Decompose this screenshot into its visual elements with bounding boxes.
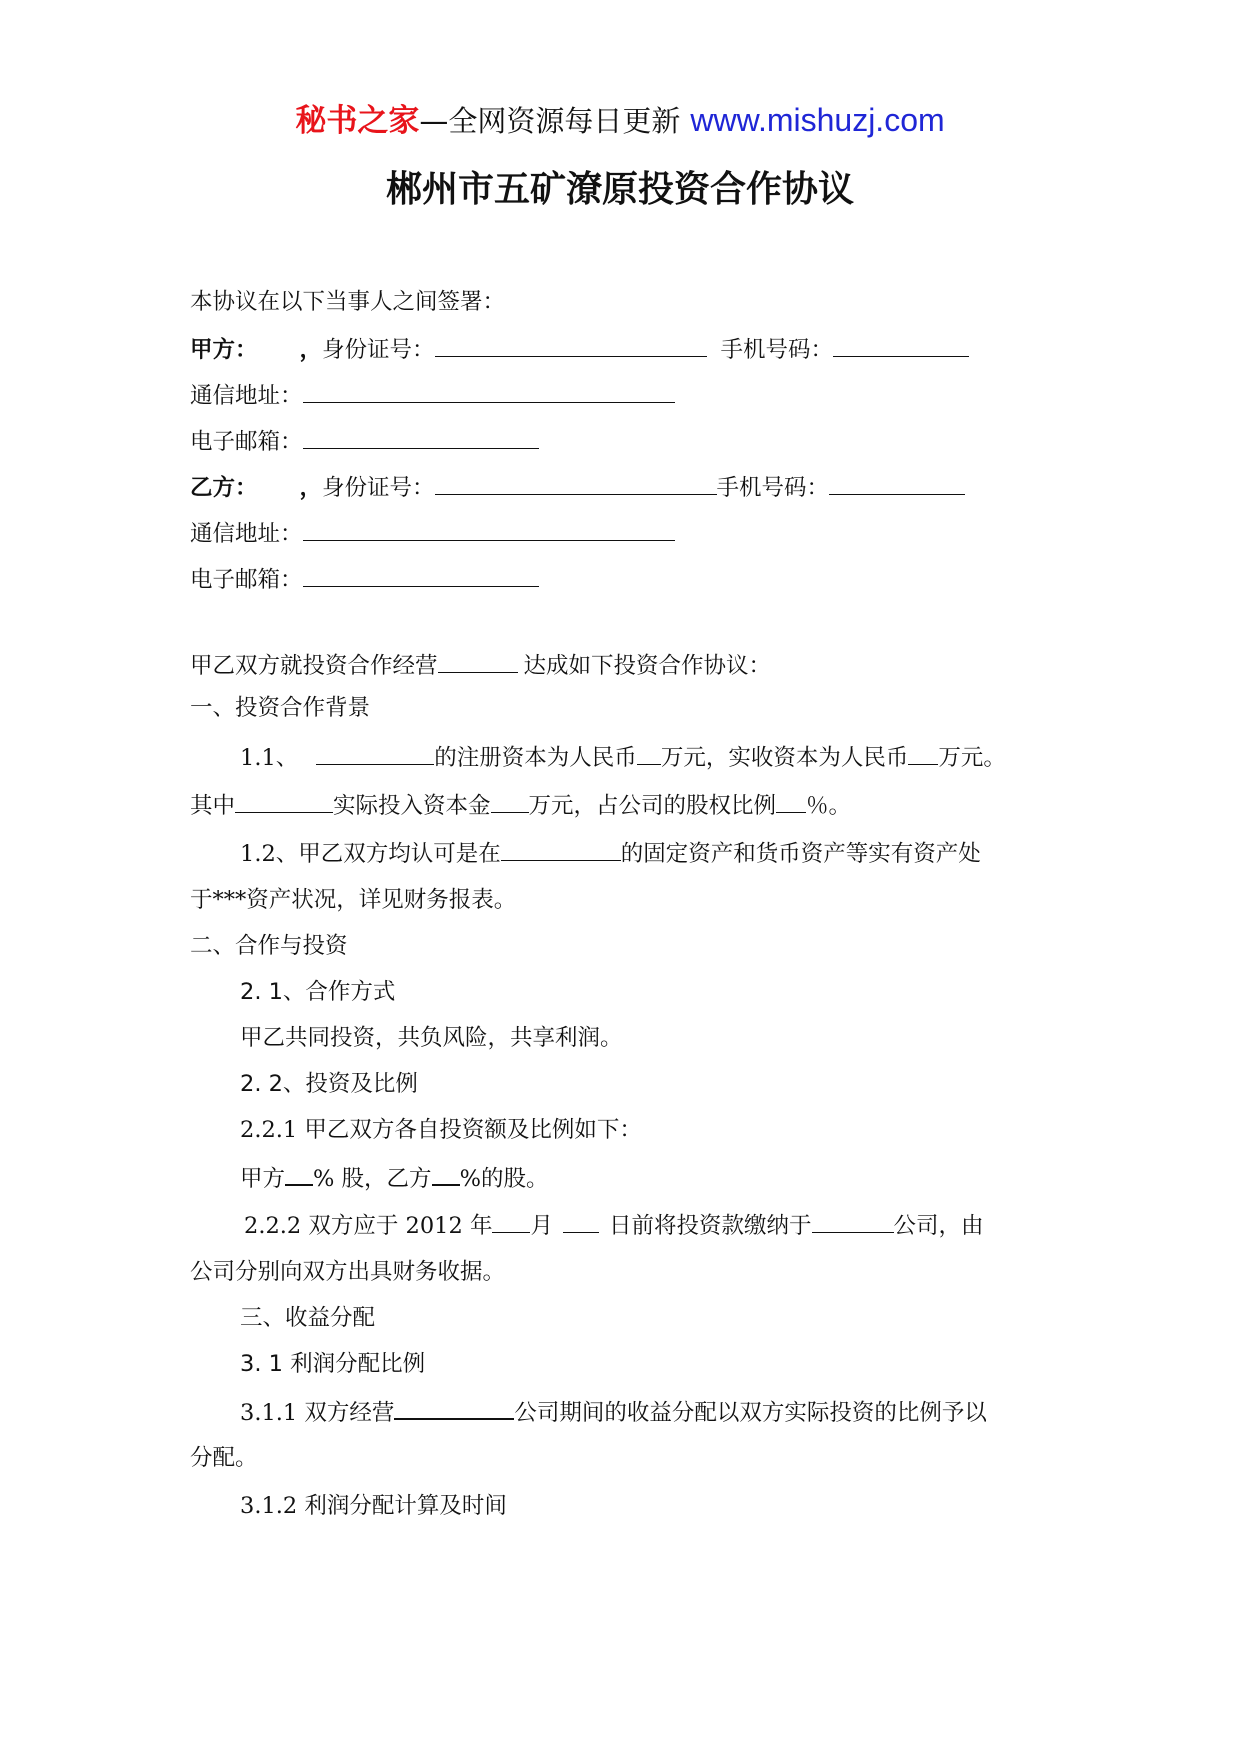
month-blank[interactable]: [492, 1208, 530, 1233]
party-b-address-blank[interactable]: [303, 516, 675, 541]
clause-1-2-line-2: 于***资产状况，详见财务报表。: [190, 887, 517, 913]
party-b-phone-label: 手机号码：: [716, 475, 830, 501]
ratio-a-label: 甲方: [240, 1166, 286, 1192]
party-b-comma: ，: [299, 475, 323, 501]
ratio-a-blank[interactable]: [285, 1160, 313, 1186]
party-a-line: [190, 332, 1070, 366]
day-blank[interactable]: [563, 1208, 599, 1233]
party-a-phone-label: 手机号码：: [720, 337, 834, 363]
business-blank[interactable]: [438, 648, 518, 673]
intro-line: 本协议在以下当事人之间签署：: [190, 289, 506, 315]
clause-1-1-text-a: 的注册资本为人民币: [434, 745, 637, 771]
clause-1-2-text-a: 1.2、甲乙双方均认可是在: [240, 841, 501, 867]
clause-1-2-line-1: [240, 836, 1070, 870]
company-name-blank[interactable]: [316, 740, 434, 765]
party-b-line: [190, 470, 1070, 504]
party-a-phone-blank[interactable]: [833, 332, 969, 357]
registered-capital-blank[interactable]: [637, 740, 661, 765]
party-a-address-label: 通信地址：: [190, 383, 303, 409]
clause-3-1-2: 3.1.2 利润分配计算及时间: [240, 1493, 507, 1519]
clause-1-2-text-b: 的固定资产和货币资产等实有资产处: [620, 841, 981, 867]
agreement-tail: 达成如下投资合作协议：: [523, 653, 772, 679]
party-b-email-line: [190, 562, 1070, 596]
clause-3-1-1-line-1: [240, 1394, 1070, 1429]
banner-brand: 秘书之家: [295, 103, 420, 139]
banner-url-link[interactable]: www.mishuzj.com: [690, 102, 945, 138]
agreement-lead: 甲乙双方就投资合作经营: [190, 653, 438, 679]
party-b-email-label: 电子邮箱：: [190, 567, 303, 593]
clause-2-2-2-line-2: 公司分别向双方出具财务收据。: [190, 1259, 506, 1285]
section-2-2-heading: 2. 2、投资及比例: [240, 1071, 418, 1097]
clause-2-2-2-text-b: 月: [530, 1213, 553, 1239]
clause-2-2-2-text-c: 日前将投资款缴纳于: [608, 1213, 812, 1239]
party-a-address-line: [190, 378, 1070, 412]
clause-2-2-1: 2.2.1 甲乙双方各自投资额及比例如下：: [240, 1117, 642, 1143]
payee-company-blank[interactable]: [812, 1208, 894, 1233]
party-b-address-label: 通信地址：: [190, 521, 303, 547]
equity-ratio-blank[interactable]: [776, 788, 806, 813]
party-a-comma: ，: [299, 337, 323, 363]
clause-1-1-text-e: 实际投入资本金: [333, 793, 491, 819]
clause-1-1-num: 1.1、: [240, 745, 299, 771]
investor-blank[interactable]: [235, 788, 333, 813]
section-2-heading: 二、合作与投资: [190, 933, 348, 959]
site-banner: [0, 100, 1240, 141]
operating-company-blank[interactable]: [394, 1394, 514, 1420]
clause-3-1-1-text-a: 3.1.1 双方经营: [240, 1400, 395, 1426]
section-3-1-heading: 3. 1 利润分配比例: [240, 1351, 426, 1377]
clause-1-1-text-c: 万元。: [938, 745, 1006, 771]
party-a-email-label: 电子邮箱：: [190, 429, 303, 455]
clause-1-1-text-d: 其中: [190, 793, 236, 819]
capital-amount-blank[interactable]: [491, 788, 529, 813]
party-b-id-blank[interactable]: [435, 470, 717, 495]
party-a-email-blank[interactable]: [303, 424, 539, 449]
party-a-address-blank[interactable]: [303, 378, 675, 403]
clause-1-1-text-b: 万元，实收资本为人民币: [660, 745, 909, 771]
assets-company-blank[interactable]: [501, 836, 621, 861]
party-b-email-blank[interactable]: [303, 562, 539, 587]
section-2-1-heading: 2. 1、合作方式: [240, 979, 396, 1005]
party-a-id-blank[interactable]: [435, 332, 707, 357]
banner-slogan: —全网资源每日更新: [419, 104, 681, 138]
clause-2-2-1-ratio: [240, 1160, 1120, 1195]
paid-capital-blank[interactable]: [908, 740, 938, 765]
document-title: 郴州市五矿潦原投资合作协议: [385, 169, 854, 210]
section-1-heading: 一、投资合作背景: [190, 695, 371, 721]
party-b-label: 乙方：: [190, 475, 258, 501]
party-b-address-line: [190, 516, 1070, 550]
ratio-tail: %的股。: [459, 1166, 549, 1192]
section-2-1-text: 甲乙共同投资，共负风险，共享利润。: [240, 1025, 623, 1051]
agreement-lead-line: [190, 648, 1070, 682]
clause-2-2-2-line-1: [244, 1208, 1070, 1242]
party-b-phone-blank[interactable]: [829, 470, 965, 495]
clause-3-1-1-line-2: 分配。: [190, 1445, 258, 1471]
clause-2-2-2-text-d: 公司，由: [893, 1213, 984, 1239]
party-a-id-label: 身份证号：: [322, 337, 435, 363]
clause-1-1-line-1: [240, 740, 1070, 774]
clause-2-2-2-text-a: 2.2.2 双方应于 2012 年: [244, 1213, 493, 1239]
party-b-id-label: 身份证号：: [322, 475, 435, 501]
clause-1-1-text-f: 万元，占公司的股权比例: [528, 793, 777, 819]
clause-3-1-1-text-b: 公司期间的收益分配以双方实际投资的比例予以: [514, 1400, 987, 1426]
ratio-b-blank[interactable]: [432, 1160, 460, 1186]
section-3-heading: 三、收益分配: [240, 1305, 376, 1331]
party-a-email-line: [190, 424, 1070, 458]
party-a-label: 甲方：: [190, 337, 258, 363]
clause-1-1-line-2: [190, 788, 1070, 822]
ratio-b-label: % 股，乙方: [313, 1166, 432, 1192]
clause-1-1-text-g: ％。: [806, 793, 852, 819]
